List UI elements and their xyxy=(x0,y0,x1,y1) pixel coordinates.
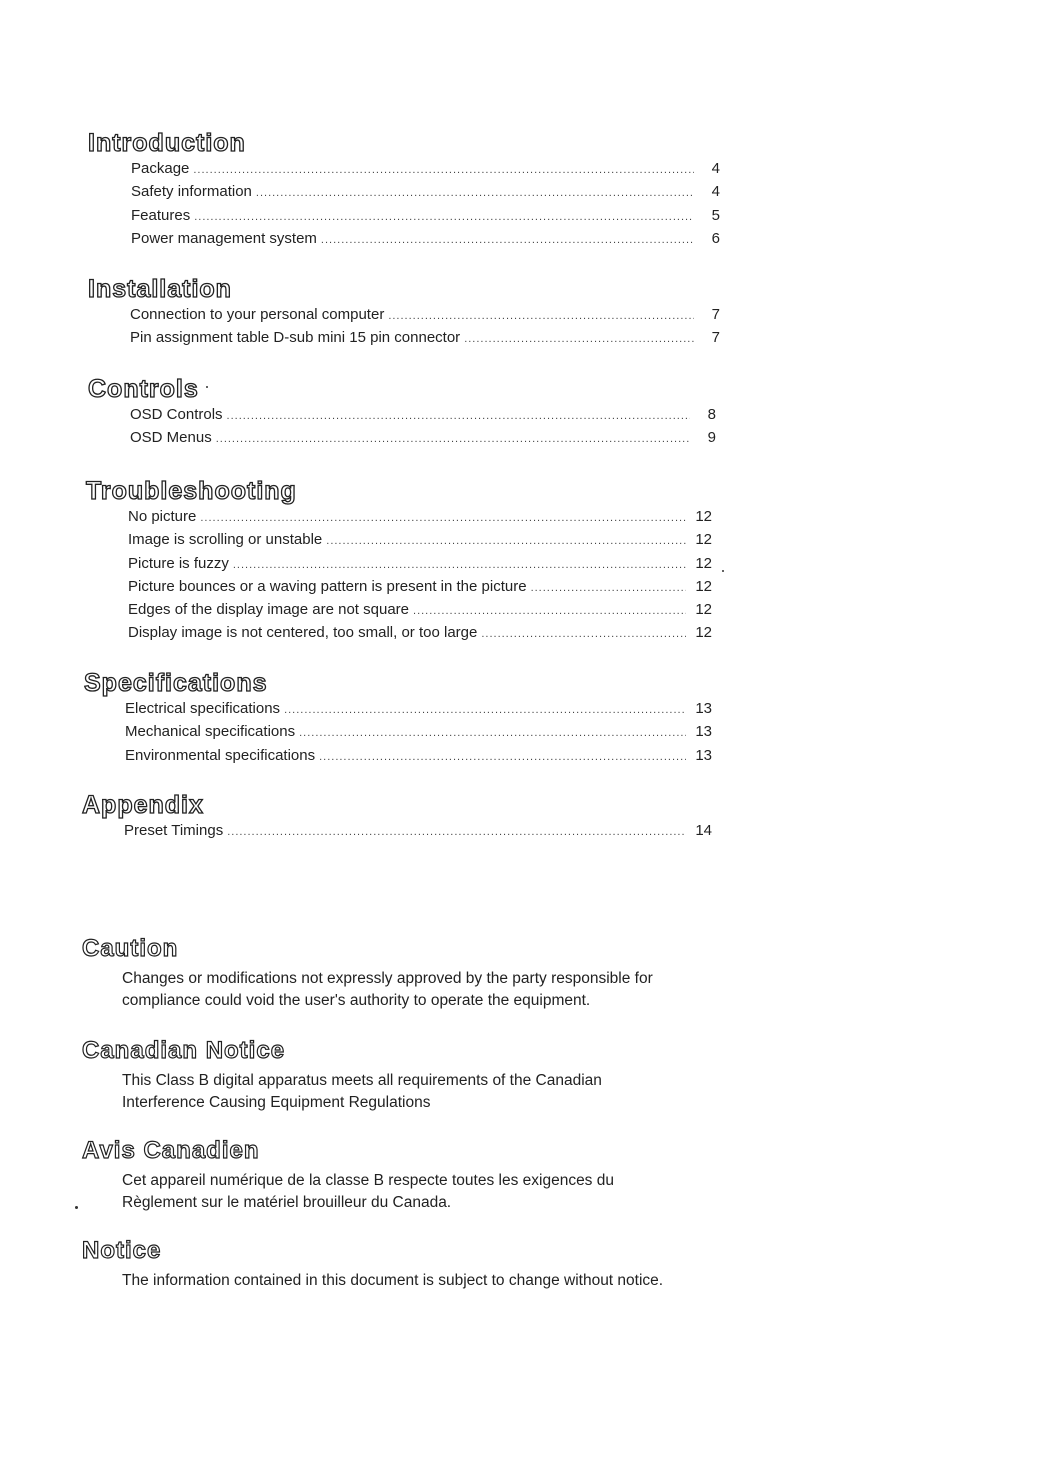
dot-leader xyxy=(193,159,694,181)
note-body xyxy=(122,968,802,1012)
section-title: Introduction xyxy=(88,129,246,157)
toc-entry-page: 4 xyxy=(711,160,720,177)
dot-leader xyxy=(216,428,690,450)
dot-leader xyxy=(256,182,694,204)
toc-entry-label: Features xyxy=(131,206,191,224)
note-body xyxy=(122,1070,802,1114)
toc-entry-label: Display image is not centered, too small, or too large xyxy=(128,624,478,642)
toc-section-introduction xyxy=(88,128,720,251)
toc-entry-page: 12 xyxy=(695,554,712,572)
dot-leader xyxy=(319,746,686,768)
toc-entry[interactable] xyxy=(125,745,712,768)
toc-entry[interactable] xyxy=(124,820,712,843)
dot-leader xyxy=(326,530,686,552)
note-canadian-notice xyxy=(82,1036,802,1114)
note-title: Notice xyxy=(82,1237,162,1264)
note-line: Cet appareil numérique de la classe B respecte toutes les exigences du xyxy=(122,1172,614,1189)
toc-entry-label: Environmental specifications xyxy=(125,746,316,764)
toc-entry-label: No picture xyxy=(128,508,197,525)
toc-section-appendix xyxy=(82,790,712,843)
toc-entry-label: Picture is fuzzy xyxy=(128,554,229,572)
toc-entry[interactable] xyxy=(131,181,720,204)
note-avis-canadien xyxy=(82,1136,802,1214)
toc-section-installation xyxy=(88,274,720,351)
note-body xyxy=(122,1270,802,1292)
toc-entry-page: 7 xyxy=(711,329,720,347)
toc-entry-label: Safety information xyxy=(131,183,252,201)
toc-entry[interactable] xyxy=(130,327,720,350)
toc-entry-label: Mechanical specifications xyxy=(125,723,296,741)
toc-entry[interactable] xyxy=(131,205,720,228)
toc-entry-page: 8 xyxy=(707,406,716,423)
note-line: Interference Causing Equipment Regulations xyxy=(122,1094,431,1111)
toc-entry-label: OSD Menus xyxy=(130,429,212,447)
dot-leader xyxy=(194,206,694,228)
toc-entry[interactable] xyxy=(125,698,712,721)
note-body xyxy=(122,1170,802,1214)
toc-entry-label: Picture bounces or a waving pattern is present in the picture xyxy=(128,577,527,595)
toc-entry[interactable] xyxy=(128,622,712,645)
toc-section-troubleshooting xyxy=(86,476,712,646)
dot-leader xyxy=(413,600,686,622)
toc-entry[interactable] xyxy=(131,228,720,251)
dot-leader xyxy=(321,229,694,251)
dot-leader xyxy=(464,328,694,350)
toc-entry[interactable] xyxy=(128,529,712,552)
toc-entry-label: Edges of the display image are not square xyxy=(128,601,410,619)
toc-entry-page: 6 xyxy=(711,229,720,247)
toc-entry-label: Image is scrolling or unstable xyxy=(128,531,323,549)
toc-list xyxy=(125,698,712,768)
toc-list xyxy=(130,304,720,351)
toc-entry[interactable] xyxy=(130,427,716,450)
dot-leader xyxy=(284,699,686,721)
toc-entry-page: 9 xyxy=(707,429,716,447)
scan-speck xyxy=(75,1206,78,1209)
note-line: compliance could void the user's authority to operate the equipment. xyxy=(122,992,591,1009)
section-title: Appendix xyxy=(82,791,204,819)
dot-leader xyxy=(200,507,686,529)
toc-list xyxy=(130,404,716,451)
toc-entry[interactable] xyxy=(128,599,712,622)
section-title: Specifications xyxy=(84,669,268,697)
toc-entry-page: 13 xyxy=(695,723,712,741)
note-title: Avis Canadien xyxy=(82,1137,260,1164)
section-title: Installation xyxy=(88,275,232,303)
note-caution xyxy=(82,934,802,1012)
toc-list xyxy=(124,820,712,843)
dot-leader xyxy=(227,821,686,843)
toc-entry-page: 12 xyxy=(695,624,712,642)
note-line: The information contained in this document is subject to change without notice. xyxy=(122,1272,664,1289)
note-line: This Class B digital apparatus meets all requirements of the Canadian xyxy=(122,1072,602,1089)
dot-leader xyxy=(299,722,686,744)
toc-entry-page: 14 xyxy=(695,822,712,839)
toc-entry-label: Electrical specifications xyxy=(125,700,281,717)
dot-leader xyxy=(227,405,690,427)
section-title: Troubleshooting xyxy=(86,477,297,505)
scan-speck xyxy=(206,386,208,388)
toc-entry[interactable] xyxy=(131,158,720,181)
dot-leader xyxy=(388,305,694,327)
toc-entry-page: 4 xyxy=(711,183,720,201)
scan-speck xyxy=(722,570,724,572)
section-title: Controls xyxy=(88,375,199,403)
toc-entry-label: OSD Controls xyxy=(130,406,223,423)
toc-entry-page: 13 xyxy=(695,700,712,717)
toc-list xyxy=(131,158,720,251)
note-notice xyxy=(82,1236,802,1292)
toc-entry-label: Package xyxy=(131,160,190,177)
note-line: Règlement sur le matériel brouilleur du Canada. xyxy=(122,1194,452,1211)
toc-section-specifications xyxy=(84,668,712,768)
toc-entry-page: 13 xyxy=(695,746,712,764)
toc-entry-page: 7 xyxy=(711,306,720,323)
toc-entry-label: Power management system xyxy=(131,229,317,247)
note-line: Changes or modifications not expressly approved by the party responsible for xyxy=(122,970,653,987)
toc-entry-label: Preset Timings xyxy=(124,822,224,839)
toc-entry-page: 5 xyxy=(711,206,720,224)
toc-entry[interactable] xyxy=(130,304,720,327)
toc-entry[interactable] xyxy=(130,404,716,427)
dot-leader xyxy=(481,623,686,645)
toc-entry-page: 12 xyxy=(695,577,712,595)
toc-entry[interactable] xyxy=(128,553,712,576)
toc-entry-label: Pin assignment table D-sub mini 15 pin connector xyxy=(130,329,461,347)
toc-entry-page: 12 xyxy=(695,531,712,549)
note-title: Caution xyxy=(82,935,179,962)
toc-entry-label: Connection to your personal computer xyxy=(130,306,385,323)
toc-entry[interactable] xyxy=(128,506,712,529)
toc-list xyxy=(128,506,712,646)
dot-leader xyxy=(233,554,686,576)
toc-entry[interactable] xyxy=(128,576,712,599)
toc-entry-page: 12 xyxy=(695,508,712,525)
toc-entry-page: 12 xyxy=(695,601,712,619)
dot-leader xyxy=(531,577,686,599)
note-title: Canadian Notice xyxy=(82,1037,286,1064)
toc-section-controls xyxy=(88,374,716,451)
toc-entry[interactable] xyxy=(125,721,712,744)
